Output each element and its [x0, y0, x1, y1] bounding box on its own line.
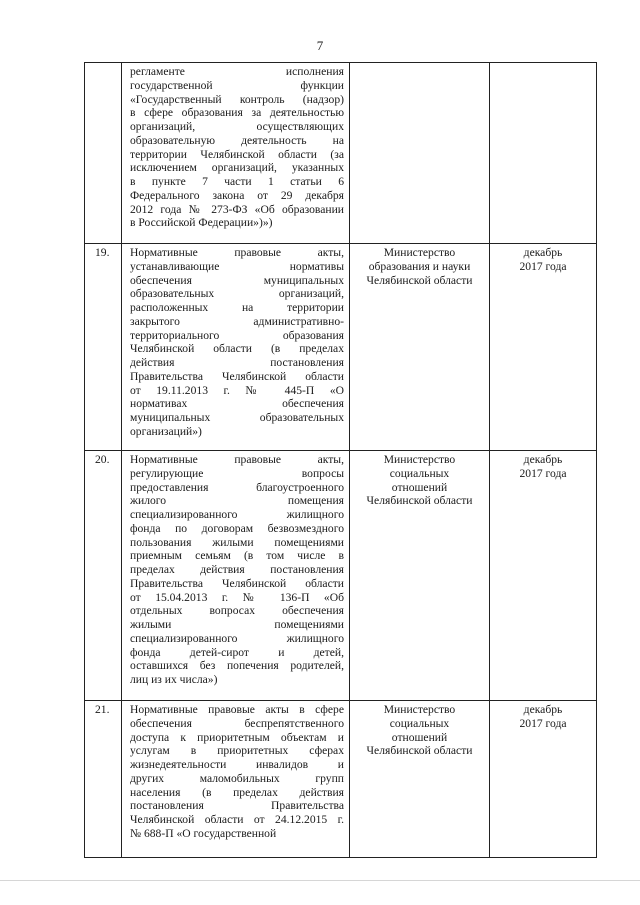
table-row [85, 701, 597, 858]
responsible-cell [350, 244, 490, 451]
description-line: приемным семьям (в том числе в [130, 549, 344, 563]
description-line: специализированного жилищного [130, 631, 344, 645]
description-line: Правительства Челябинской области [130, 369, 344, 383]
description-line: устанавливающие нормативы [130, 259, 344, 273]
responsible-line: Челябинской области [366, 494, 473, 508]
description-line: государственной функции [130, 78, 344, 92]
row-number: 21. [95, 703, 110, 716]
bottom-divider [0, 880, 640, 881]
description-line: нормативах обеспечения [130, 397, 344, 411]
description-line: пределах действия постановления [130, 563, 344, 576]
responsible-line: образования и науки [368, 259, 471, 273]
description-line: территории Челябинской области (за [130, 147, 344, 161]
description-line: закрытого административно- [130, 314, 344, 328]
description-line: № 688-П «О государственной [130, 826, 277, 840]
row-number-cell [85, 451, 122, 701]
description-line: организаций, осуществляющих [130, 120, 344, 133]
description-line: обеспечения муниципальных [130, 273, 344, 287]
table-row [85, 451, 597, 701]
deadline-line: декабрь [523, 453, 563, 466]
description-line: регламенте исполнения [130, 65, 344, 78]
description-line: фонда по договорам безвозмездного [130, 521, 344, 535]
description-line: лиц из их числа») [130, 673, 218, 686]
table-row [85, 244, 597, 451]
responsible-line: отношений [391, 480, 448, 494]
responsible-line: Министерство [383, 246, 456, 259]
description-cell [122, 451, 350, 701]
description-line: от 19.11.2013 г. № 445-П «О [130, 383, 344, 397]
deadline-line: декабрь [523, 246, 563, 259]
responsible-line: социальных [389, 716, 450, 730]
responsible-line: Челябинской области [366, 273, 473, 287]
deadline-line: 2017 года [519, 259, 567, 273]
responsible-line: Министерство [383, 453, 456, 466]
description-line: в Российской Федерации»)») [130, 216, 273, 230]
responsible-line: Челябинской области [366, 744, 473, 758]
deadline-line: декабрь [523, 703, 563, 716]
measures-table [84, 62, 597, 858]
deadline-cell [490, 701, 597, 858]
page-number: 7 [316, 38, 324, 53]
description-line: Федерального закона от 29 декабря [130, 188, 344, 202]
row-number-cell [85, 63, 122, 244]
description-line: Нормативные правовые акты в сфере [130, 703, 344, 716]
description-line: «Государственный контроль (надзор) [130, 92, 344, 106]
description-line: организаций») [130, 424, 202, 438]
description-line: Челябинской области от 24.12.2015 г. [130, 813, 344, 826]
description-cell [122, 63, 350, 244]
description-line: оставшихся без попечения родителей, [130, 659, 344, 673]
description-line: специализированного жилищного [130, 508, 344, 521]
row-number-cell [85, 244, 122, 451]
description-cell [122, 701, 350, 858]
description-line: территориального образования [130, 328, 344, 342]
responsible-line: Министерство [383, 703, 456, 716]
description-line: фонда детей-сирот и детей, [130, 645, 344, 659]
responsible-cell [350, 701, 490, 858]
description-line: расположенных на территории [130, 301, 344, 314]
row-number: 20. [95, 453, 110, 466]
description-line: образовательных организаций, [130, 287, 344, 301]
responsible-line: социальных [389, 466, 450, 480]
table-body [85, 63, 597, 858]
description-line: Нормативные правовые акты, [130, 453, 344, 466]
description-line: муниципальных образовательных [130, 411, 344, 424]
description-line: жилого помещения [130, 494, 344, 508]
deadline-cell [490, 244, 597, 451]
row-number: 19. [95, 246, 110, 259]
description-line: постановления Правительства [130, 799, 344, 813]
description-line: Челябинской области (в пределах [130, 342, 344, 356]
description-cell [122, 244, 350, 451]
responsible-cell [350, 451, 490, 701]
table-row [85, 63, 597, 244]
description-line: Нормативные правовые акты, [130, 246, 344, 259]
description-line: обеспечения беспрепятственного [130, 716, 344, 730]
description-line: отдельных вопросах обеспечения [130, 604, 344, 618]
description-line: жилыми помещениями [130, 618, 344, 631]
deadline-cell [490, 63, 597, 244]
deadline-line: 2017 года [519, 716, 567, 730]
description-line: услугам в приоритетных сферах [130, 744, 344, 758]
description-line: предоставления благоустроенного [130, 480, 344, 494]
description-line: действия постановления [130, 356, 344, 369]
description-line: 2012 года № 273-ФЗ «Об образовании [130, 202, 344, 216]
description-line: населения (в пределах действия [130, 785, 344, 799]
description-line: от 15.04.2013 г. № 136-П «Об [130, 590, 344, 604]
description-line: регулирующие вопросы [130, 466, 344, 480]
description-line: образовательную деятельность на [130, 133, 344, 147]
deadline-line: 2017 года [519, 466, 567, 480]
description-line: пользования жилыми помещениями [130, 535, 344, 549]
description-line: в пункте 7 части 1 статьи 6 [130, 175, 344, 188]
responsible-cell [350, 63, 490, 244]
deadline-cell [490, 451, 597, 701]
row-number-cell [85, 701, 122, 858]
responsible-line: отношений [391, 730, 448, 744]
description-line: исключением организаций, указанных [130, 161, 344, 175]
description-line: жизнедеятельности инвалидов и [130, 758, 344, 771]
description-line: Правительства Челябинской области [130, 576, 344, 590]
description-line: других маломобильных групп [130, 771, 344, 785]
description-line: доступа к приоритетным объектам и [130, 730, 344, 744]
description-line: в сфере образования за деятельностью [130, 106, 344, 120]
